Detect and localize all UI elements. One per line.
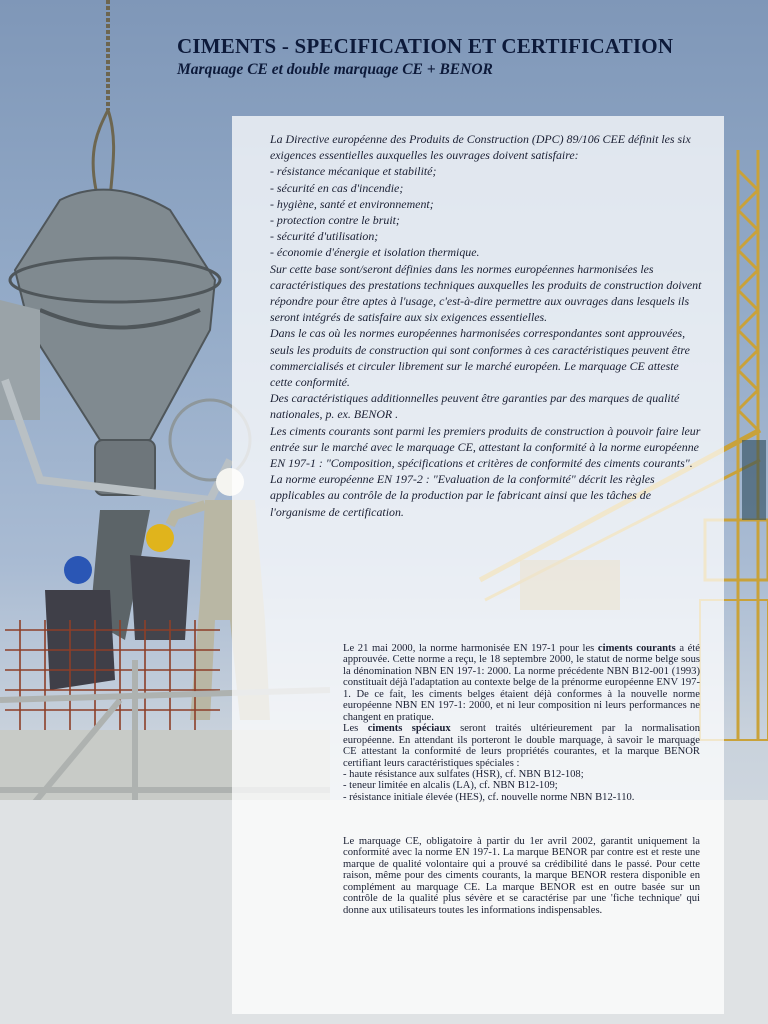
intro-paragraph: Des caractéristiques additionnelles peuvent être garanties par des marques de qualité nationales, p. ex. BENOR . xyxy=(270,391,680,422)
intro-paragraph: La Directive européenne des Produits de Construction (DPC) 89/106 CEE définit les six exigences essentielles auxquelles les ouvrages doivent satisfaire: - résistance mécanique et stabilité; - sécurité en cas d'incendie; - hygiène, santé et environnement; - protection contre le bruit; - sécurité d'utilisation; - économie d'énergie et isolation thermique. xyxy=(270,132,691,260)
body-section-1 xyxy=(343,643,700,803)
page-title: CIMENTS - SPECIFICATION ET CERTIFICATION xyxy=(177,34,674,58)
intro-paragraph: La norme européenne EN 197-2 : "Evaluation de la conformité" décrit les règles applicables au contrôle de la production par le fabricant ainsi que les tâches de l'organisme de certification. xyxy=(270,472,655,519)
intro-section xyxy=(270,131,702,520)
page-subtitle: Marquage CE et double marquage CE + BENOR xyxy=(177,61,493,78)
body-paragraph: Les ciments spéciaux seront traités ultérieurement par la normalisation européenne. En attendant ils porteront le double marquage, à savoir le marquage CE attestant la conformité de leurs propriétés courantes, et la marque BENOR certifiant leurs caractéristiques spéciales : - haute résistance aux sulfates (HSR), cf. NBN B12-108; - teneur limitée en alcalis (LA), cf. NBN B12-109; - résistance initiale élevée (HES), cf. nouvelle norme NBN B12-110. xyxy=(343,723,701,803)
intro-paragraph: Dans le cas où les normes européennes harmonisées correspondantes sont approuvées, seuls les produits de construction qui sont conformes à ces caractéristiques peuvent être commercialisés et circuler librement sur le marché européen. Le marquage CE atteste cette conformité. xyxy=(270,326,690,390)
body-section-2 xyxy=(343,836,700,916)
intro-paragraph: Sur cette base sont/seront définies dans les normes européennes harmonisées les caractéristiques des prestations techniques auxquelles les produits de construction doivent répondre pour être aptes à l'usage, c'est-à-dire permettre aux ouvrages dans lesquels ils seront intégrés de satisfaire aux six exigences essentielles. xyxy=(270,261,702,325)
term-ciments-courants: ciments courants xyxy=(597,643,676,654)
body-paragraph: Le 21 mai 2000, la norme harmonisée EN 197-1 pour les ciments courants a été approuvée. Cette norme a reçu, le 18 septembre 2000, le statut de norme belge sous la dénomination NBN EN 197-1: 2000. La norme précédente NBN B12-001 (1993) constituait déjà l'adaptation au contexte belge de la prénorme européenne ENV 197-1. De ce fait, les ciments belges étaient déjà conformes à la nouvelle norme européenne NBN EN 197-1: 2000, et ni leur composition ni leurs performances ne changent en pratique. xyxy=(343,643,701,723)
body-paragraph: Le marquage CE, obligatoire à partir du 1er avril 2002, garantit uniquement la conformité avec la norme EN 197-1. La marque BENOR par contre est et reste une marque de qualité volontaire qui a prouvé sa crédibilité dans le passé. Pour cette raison, même pour des ciments courants, la marque BENOR restera disponible en complément au marquage CE. La marque BENOR est en outre basée sur un contrôle de la qualité plus sévère et se caractérise par une 'fiche technique' qui donne aux utilisateurs toutes les informations indispensables. xyxy=(343,836,700,916)
term-ciments-speciaux: ciments spéciaux xyxy=(367,723,451,735)
intro-paragraph: Les ciments courants sont parmi les premiers produits de construction à pouvoir faire leur entrée sur le marché avec le marquage CE, attestant la conformité à la norme européenne EN 197-1 : "Composition, spécifications et critères de conformité des ciments courants". xyxy=(270,423,701,471)
